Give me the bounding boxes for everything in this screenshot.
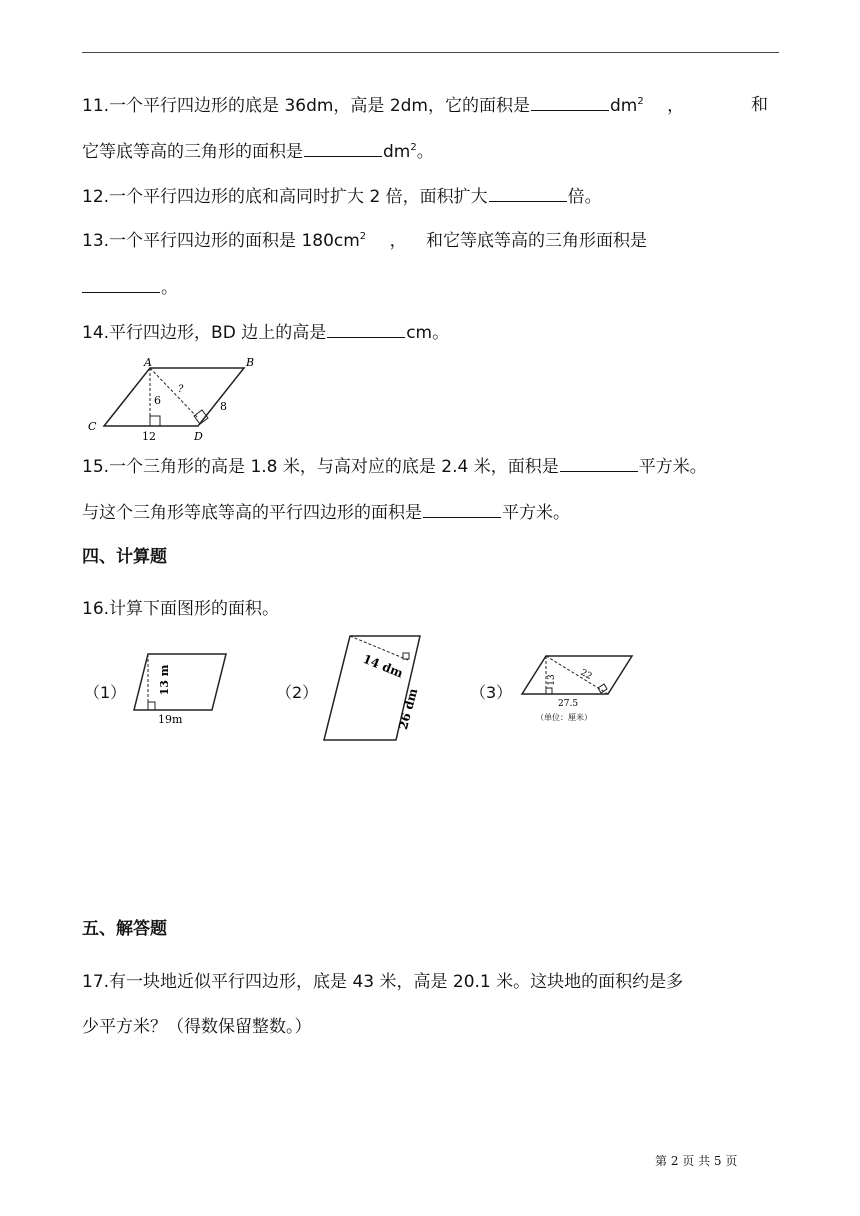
figure-1-height-label: 13 m	[158, 664, 171, 696]
vertex-c-label: C	[88, 420, 97, 433]
base-label: 12	[142, 430, 156, 442]
question-17-line-1: 17.有一块地近似平行四边形，底是 43 米，高是 20.1 米。这块地的面积约是多	[82, 972, 684, 992]
figure-1-parallelogram	[128, 646, 230, 726]
figure-1-label: （1）	[84, 683, 127, 702]
figure-2-parallelogram	[320, 632, 424, 744]
height-label: 6	[154, 394, 161, 407]
answer-blank[interactable]	[304, 140, 382, 157]
figure-1-base-label: 19m	[158, 713, 183, 726]
question-11-line-1: 11.一个平行四边形的底是 36dm，高是 2dm，它的面积是 $dm^2$ ， 和	[82, 95, 768, 116]
question-13-continued: 。	[82, 276, 178, 299]
figure-2-side-label: 26 dm	[395, 686, 421, 732]
question-12: 12.一个平行四边形的底和高同时扩大 2 倍，面积扩大 倍。	[82, 187, 602, 207]
question-15-line-1: 15.一个三角形的高是 1.8 米，与高对应的底是 2.4 米，面积是 平方米。	[82, 457, 707, 477]
answer-blank[interactable]	[327, 321, 405, 338]
figure-3-base-label: 27.5	[558, 699, 579, 709]
side-label: 8	[220, 400, 227, 413]
question-14: 14.平行四边形，BD 边上的高是 cm。	[82, 323, 450, 343]
answer-blank[interactable]	[560, 455, 638, 472]
page-footer: 第 2 页 共 5 页	[655, 1154, 738, 1168]
figure-3-unit-label: （单位：厘米）	[536, 713, 592, 722]
unknown-height-label: ?	[178, 384, 184, 395]
vertex-b-label: B	[246, 356, 255, 369]
figure-2-height-label: 14 dm	[360, 651, 406, 681]
answer-blank[interactable]	[531, 94, 609, 111]
question-16: 16.计算下面图形的面积。	[82, 599, 280, 619]
figure-3-height-label: 13	[547, 674, 557, 686]
answer-blank[interactable]	[423, 501, 501, 518]
parallelogram-abcd-figure	[84, 356, 264, 442]
answer-blank[interactable]	[489, 185, 567, 202]
section-heading-calculation: 四、计算题	[82, 547, 167, 567]
answer-blank[interactable]	[82, 276, 160, 293]
question-13: 13.一个平行四边形的面积是 $180cm^2$ ， 和它等底等高的三角形面积是	[82, 231, 647, 251]
figure-2-label: （2）	[276, 683, 319, 702]
figure-3-diagonal-label: 22	[578, 667, 594, 683]
question-15-line-2: 与这个三角形等底等高的平行四边形的面积是 平方米。	[82, 503, 570, 523]
question-11-line-2: 它等底等高的三角形的面积是 $dm^2$。	[82, 142, 434, 162]
section-heading-answer: 五、解答题	[82, 919, 167, 939]
vertex-a-label: A	[144, 356, 152, 369]
figure-3-label: （3）	[470, 683, 513, 702]
question-17-line-2: 少平方米？（得数保留整数。）	[82, 1017, 312, 1037]
figure-3-parallelogram	[512, 648, 636, 728]
vertex-d-label: D	[194, 430, 203, 442]
header-rule	[82, 52, 779, 53]
